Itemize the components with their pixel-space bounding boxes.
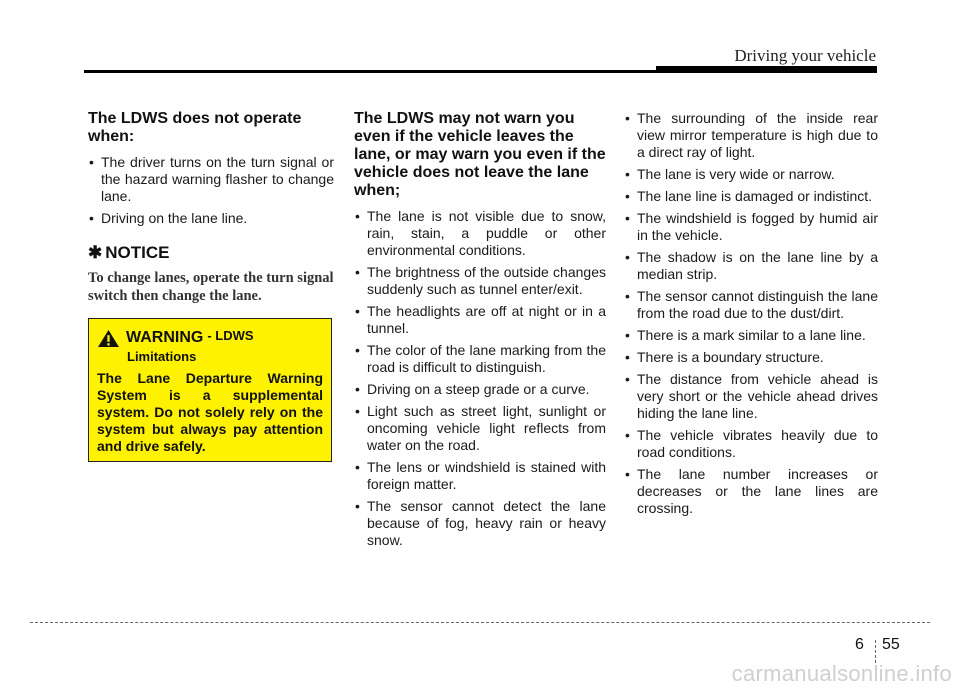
page-number: 55 bbox=[882, 636, 900, 653]
notice-title bbox=[88, 243, 334, 263]
list-item: • Light such as street light, sunlight or oncoming vehicle light reflects from water on the road. bbox=[354, 403, 606, 454]
warning-header bbox=[97, 329, 323, 348]
watermark: carmanualsonline.info bbox=[731, 661, 952, 686]
list-item: • There is a boundary structure. bbox=[624, 349, 878, 366]
heading-may-not-warn: The LDWS may not warn you even if the vehicle leaves the lane, or may warn you even if the vehicle does not leave the lane when; bbox=[354, 110, 606, 199]
list-item: • The lane line is damaged or indistinct. bbox=[624, 188, 878, 205]
header-rule bbox=[84, 70, 656, 73]
list-item: • The lens or windshield is stained with foreign matter. bbox=[354, 459, 606, 493]
warning-body: The Lane Departure Warning System is a supplemental system. Do not solely rely on the system but always pay attention and drive safely. bbox=[97, 370, 323, 454]
list-item: • The headlights are off at night or in a tunnel. bbox=[354, 303, 606, 337]
list-item: • The sensor cannot detect the lane because of fog, heavy rain or heavy snow. bbox=[354, 498, 606, 549]
list-may-not-warn bbox=[354, 208, 606, 549]
warning-suffix: - LDWS bbox=[207, 328, 254, 343]
warning-subtitle: Limitations bbox=[127, 349, 197, 364]
list-item: • The lane is very wide or narrow. bbox=[624, 166, 878, 183]
list-item: • Driving on the lane line. bbox=[88, 210, 334, 227]
list-item: • The lane number increases or decreases or the lane lines are crossing. bbox=[624, 466, 878, 517]
list-conditions-continued bbox=[624, 110, 878, 517]
list-not-operate bbox=[88, 154, 334, 227]
section-title: Driving your vehicle bbox=[734, 46, 876, 65]
list-item: • The windshield is fogged by humid air in the vehicle. bbox=[624, 210, 878, 244]
warning-triangle-icon bbox=[97, 329, 120, 348]
asterisk-icon: ✱ bbox=[88, 243, 103, 262]
list-item: • The brightness of the outside changes suddenly such as tunnel enter/exit. bbox=[354, 264, 606, 298]
notice-label: NOTICE bbox=[105, 243, 170, 262]
list-item: • The shadow is on the lane line by a median strip. bbox=[624, 249, 878, 283]
list-item: • The sensor cannot distinguish the lane from the road due to the dust/dirt. bbox=[624, 288, 878, 322]
list-item: • The surrounding of the inside rear view mirror temperature is high due to a direct ray of light. bbox=[624, 110, 878, 161]
list-item: • There is a mark similar to a lane line. bbox=[624, 327, 878, 344]
chapter-number: 6 bbox=[855, 636, 864, 653]
list-item: • The color of the lane marking from the road is difficult to distinguish. bbox=[354, 342, 606, 376]
list-item: • The vehicle vibrates heavily due to road conditions. bbox=[624, 427, 878, 461]
column-3 bbox=[624, 110, 878, 522]
column-2 bbox=[354, 110, 606, 554]
heading-not-operate: The LDWS does not operate when: bbox=[88, 110, 302, 145]
header-rule-thick bbox=[656, 66, 877, 73]
column-1 bbox=[88, 110, 334, 305]
list-item: • Driving on a steep grade or a curve. bbox=[354, 381, 606, 398]
list-item: • The distance from vehicle ahead is very short or the vehicle ahead drives hiding the lane line. bbox=[624, 371, 878, 422]
warning-box bbox=[88, 318, 332, 462]
warning-title: WARNING bbox=[126, 329, 204, 346]
list-item: • The driver turns on the turn signal or the hazard warning flasher to change lane. bbox=[88, 154, 334, 205]
footer-rule bbox=[30, 622, 930, 623]
list-item: • The lane is not visible due to snow, rain, stain, a puddle or other environmental conditions. bbox=[354, 208, 606, 259]
notice-text: To change lanes, operate the turn signal switch then change the lane. bbox=[88, 270, 334, 304]
